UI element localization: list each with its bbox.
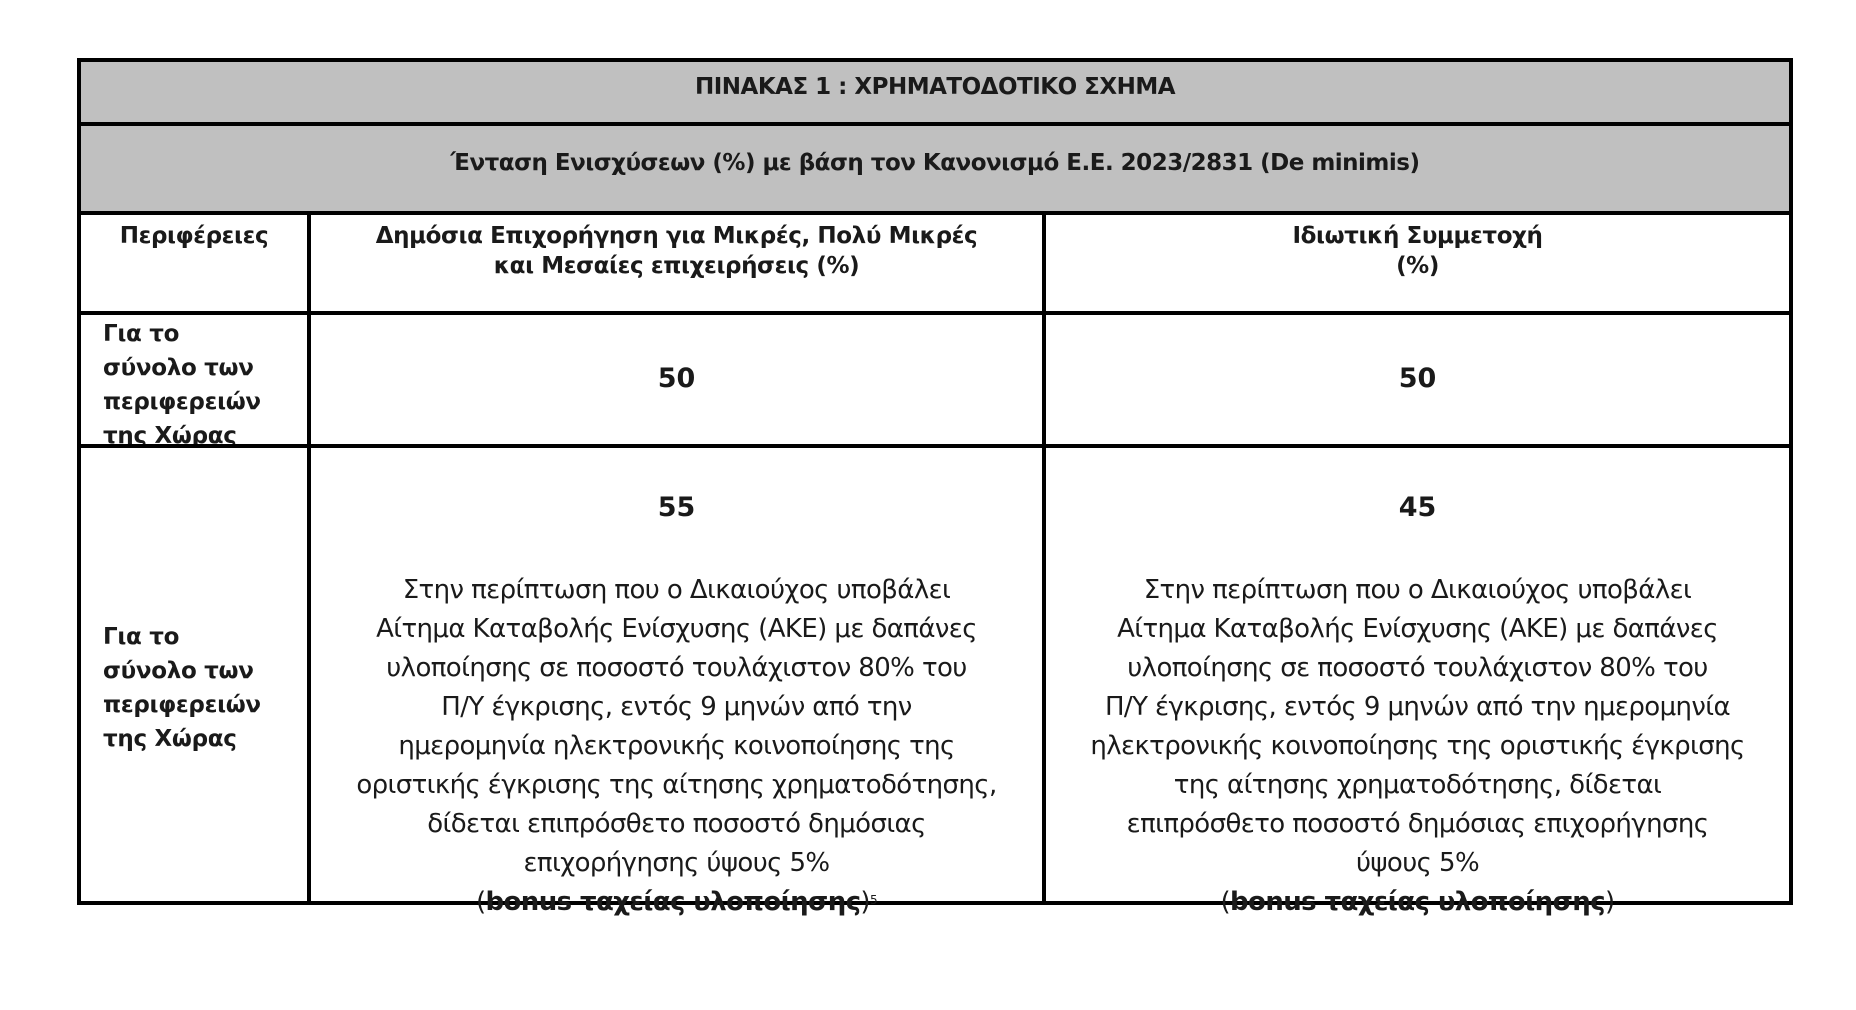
- bonus-close-paren: ): [1604, 887, 1615, 917]
- note-line: Π/Υ έγκρισης, εντός 9 μηνών από την: [441, 692, 912, 722]
- bonus-label: bonus ταχείας υλοποίησης: [1230, 887, 1605, 917]
- row-2-label-line: της Χώρας: [103, 726, 237, 752]
- note-line: υλοποίησης σε ποσοστό τουλάχιστον 80% του: [1127, 653, 1708, 683]
- row-1-label: [77, 311, 311, 448]
- header-regions: [77, 211, 311, 315]
- note-line: υλοποίησης σε ποσοστό τουλάχιστον 80% του: [386, 653, 967, 683]
- row-1-label-line: περιφερειών: [103, 389, 261, 415]
- note-line: ύψους 5%: [1355, 848, 1480, 878]
- note-line: Π/Υ έγκρισης, εντός 9 μηνών από την ημερομηνία: [1104, 692, 1731, 722]
- row-2-private-value: 45: [1398, 492, 1437, 523]
- row-1-label-line: Για το: [103, 321, 180, 347]
- note-line: Αίτημα Καταβολής Ενίσχυσης (ΑΚΕ) με δαπάνες: [1117, 614, 1718, 644]
- bonus-line: [311, 883, 1042, 922]
- table-subtitle-row: [77, 122, 1793, 215]
- row-1-public-value: 50: [657, 363, 696, 394]
- funding-scheme-table: [77, 58, 1793, 917]
- footnote-marker[interactable]: 5: [869, 893, 878, 907]
- note-line: της αίτησης χρηματοδότησης, δίδεται: [1173, 770, 1662, 800]
- note-line: δίδεται επιπρόσθετο ποσοστό δημόσιας: [427, 809, 926, 839]
- row-2-label-line: σύνολο των: [103, 658, 254, 684]
- bonus-label: bonus ταχείας υλοποίησης: [485, 887, 861, 917]
- row-2-private-note: [1046, 571, 1789, 922]
- table-title: ΠΙΝΑΚΑΣ 1 : ΧΡΗΜΑΤΟΔΟΤΙΚΟ ΣΧΗΜΑ: [694, 74, 1176, 100]
- header-public-grant: [307, 211, 1046, 315]
- note-line: Στην περίπτωση που ο Δικαιούχος υποβάλει: [402, 575, 951, 605]
- header-regions-label: Περιφέρειες: [119, 223, 269, 249]
- bonus-line: [1046, 883, 1789, 922]
- row-1-private-value: 50: [1398, 363, 1437, 394]
- header-private-line1: Ιδιωτική Συμμετοχή: [1292, 223, 1543, 249]
- header-public-line1: Δημόσια Επιχορήγηση για Μικρές, Πολύ Μικρές: [375, 223, 978, 249]
- header-public-line2: και Μεσαίες επιχειρήσεις (%): [493, 253, 860, 279]
- table-title-row: [77, 58, 1793, 126]
- note-line: οριστικής έγκρισης της αίτησης χρηματοδότησης,: [356, 770, 997, 800]
- row-2-label: [77, 444, 311, 905]
- row-2-public-value: 55: [657, 492, 696, 523]
- row-2-public-note: [311, 571, 1042, 922]
- row-1-private-cell: [1042, 311, 1793, 448]
- row-2-label-line: περιφερειών: [103, 692, 261, 718]
- note-line: ημερομηνία ηλεκτρονικής κοινοποίησης της: [398, 731, 955, 761]
- row-1-label-line: σύνολο των: [103, 355, 254, 381]
- bonus-close-paren: ): [860, 887, 870, 917]
- header-private-participation: [1042, 211, 1793, 315]
- row-1-label-line: της Χώρας: [103, 423, 237, 449]
- note-line: ηλεκτρονικής κοινοποίησης της οριστικής έγκρισης: [1090, 731, 1745, 761]
- note-line: επιπρόσθετο ποσοστό δημόσιας επιχορήγησης: [1126, 809, 1709, 839]
- note-line: Αίτημα Καταβολής Ενίσχυσης (ΑΚΕ) με δαπάνες: [376, 614, 977, 644]
- table-subtitle: Ένταση Ενισχύσεων (%) με βάση τον Κανονισμό Ε.Ε. 2023/2831 (De minimis): [450, 150, 1420, 176]
- bonus-open-paren: (: [475, 887, 486, 917]
- note-line: Στην περίπτωση που ο Δικαιούχος υποβάλει: [1143, 575, 1692, 605]
- row-2-label-line: Για το: [103, 624, 180, 650]
- row-1-public-cell: [307, 311, 1046, 448]
- header-private-line2: (%): [1396, 253, 1439, 279]
- note-line: επιχορήγησης ύψους 5%: [523, 848, 830, 878]
- row-2-private-cell: [1042, 444, 1793, 917]
- bonus-open-paren: (: [1220, 887, 1231, 917]
- row-2-public-cell: [307, 444, 1046, 917]
